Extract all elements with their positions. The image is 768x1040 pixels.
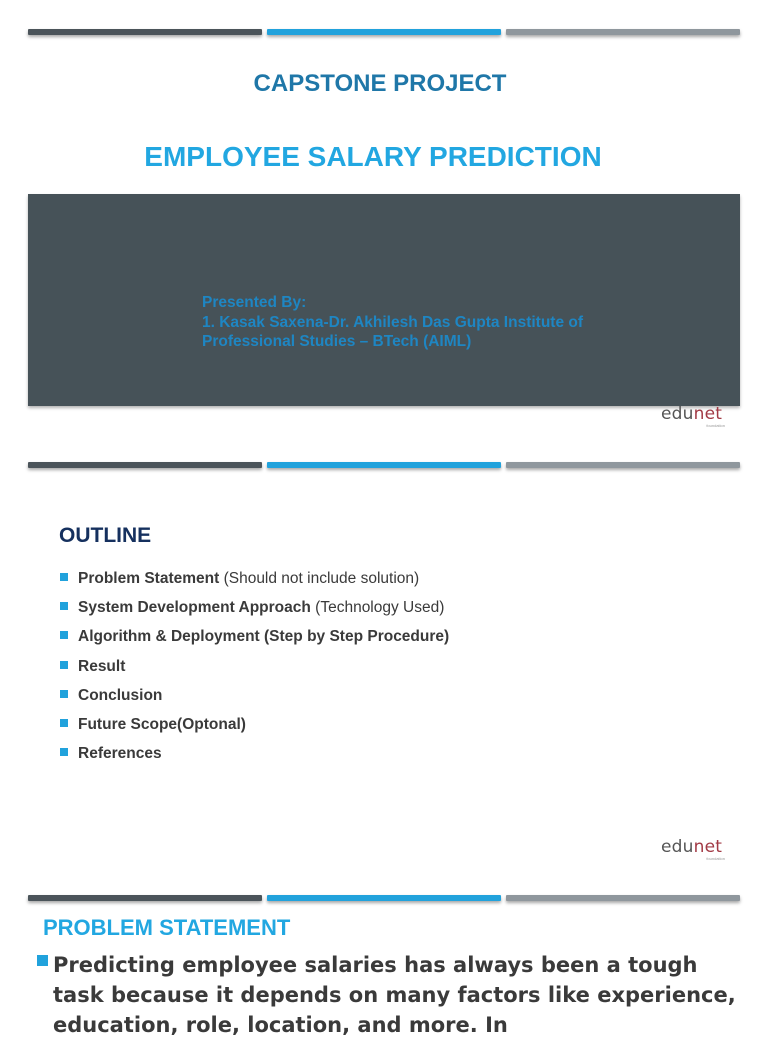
header-bar-gray (506, 462, 740, 468)
bullet-square-icon (60, 719, 68, 727)
presenter-block (202, 293, 632, 352)
list-item: Result (60, 658, 449, 687)
list-item: System Development Approach (Technology Used) (60, 599, 449, 628)
header-bar-blue (267, 462, 501, 468)
bullet-square-icon (37, 955, 48, 966)
bullet-square-icon (60, 573, 68, 581)
header-bar-gray (506, 29, 740, 35)
header-bar-gray (506, 895, 740, 901)
bullet-square-icon (60, 748, 68, 756)
list-item: Algorithm & Deployment (Step by Step Procedure) (60, 628, 449, 657)
header-bar-dark (28, 895, 262, 901)
presented-by-label: Presented By: (202, 294, 307, 311)
outline-title: OUTLINE (59, 524, 152, 547)
capstone-title: CAPSTONE PROJECT (253, 70, 507, 97)
header-bar-dark (28, 29, 262, 35)
bullet-square-icon (60, 690, 68, 698)
project-title: EMPLOYEE SALARY PREDICTION (144, 141, 602, 172)
edunet-logo: edunet foundation (661, 837, 725, 861)
bullet-square-icon (60, 661, 68, 669)
edunet-logo: edunet foundation (661, 404, 725, 428)
outline-list (60, 570, 449, 774)
problem-statement-body (37, 950, 737, 1040)
list-item: References (60, 745, 449, 774)
problem-statement-title: PROBLEM STATEMENT (43, 915, 291, 940)
presenter-line-2: Professional Studies – BTech (AIML) (202, 333, 472, 350)
header-bar-dark (28, 462, 262, 468)
problem-statement-text: Predicting employee salaries has always been a tough task because it depends on many factors like experience, education, role, location, and more. In (53, 953, 736, 1037)
list-item: Future Scope(Optonal) (60, 716, 449, 745)
list-item: Problem Statement (Should not include solution) (60, 570, 449, 599)
list-item: Conclusion (60, 687, 449, 716)
bullet-square-icon (60, 602, 68, 610)
bullet-square-icon (60, 631, 68, 639)
header-bar-blue (267, 29, 501, 35)
presenter-line-1: 1. Kasak Saxena-Dr. Akhilesh Das Gupta Institute of (202, 313, 584, 331)
header-bar-blue (267, 895, 501, 901)
